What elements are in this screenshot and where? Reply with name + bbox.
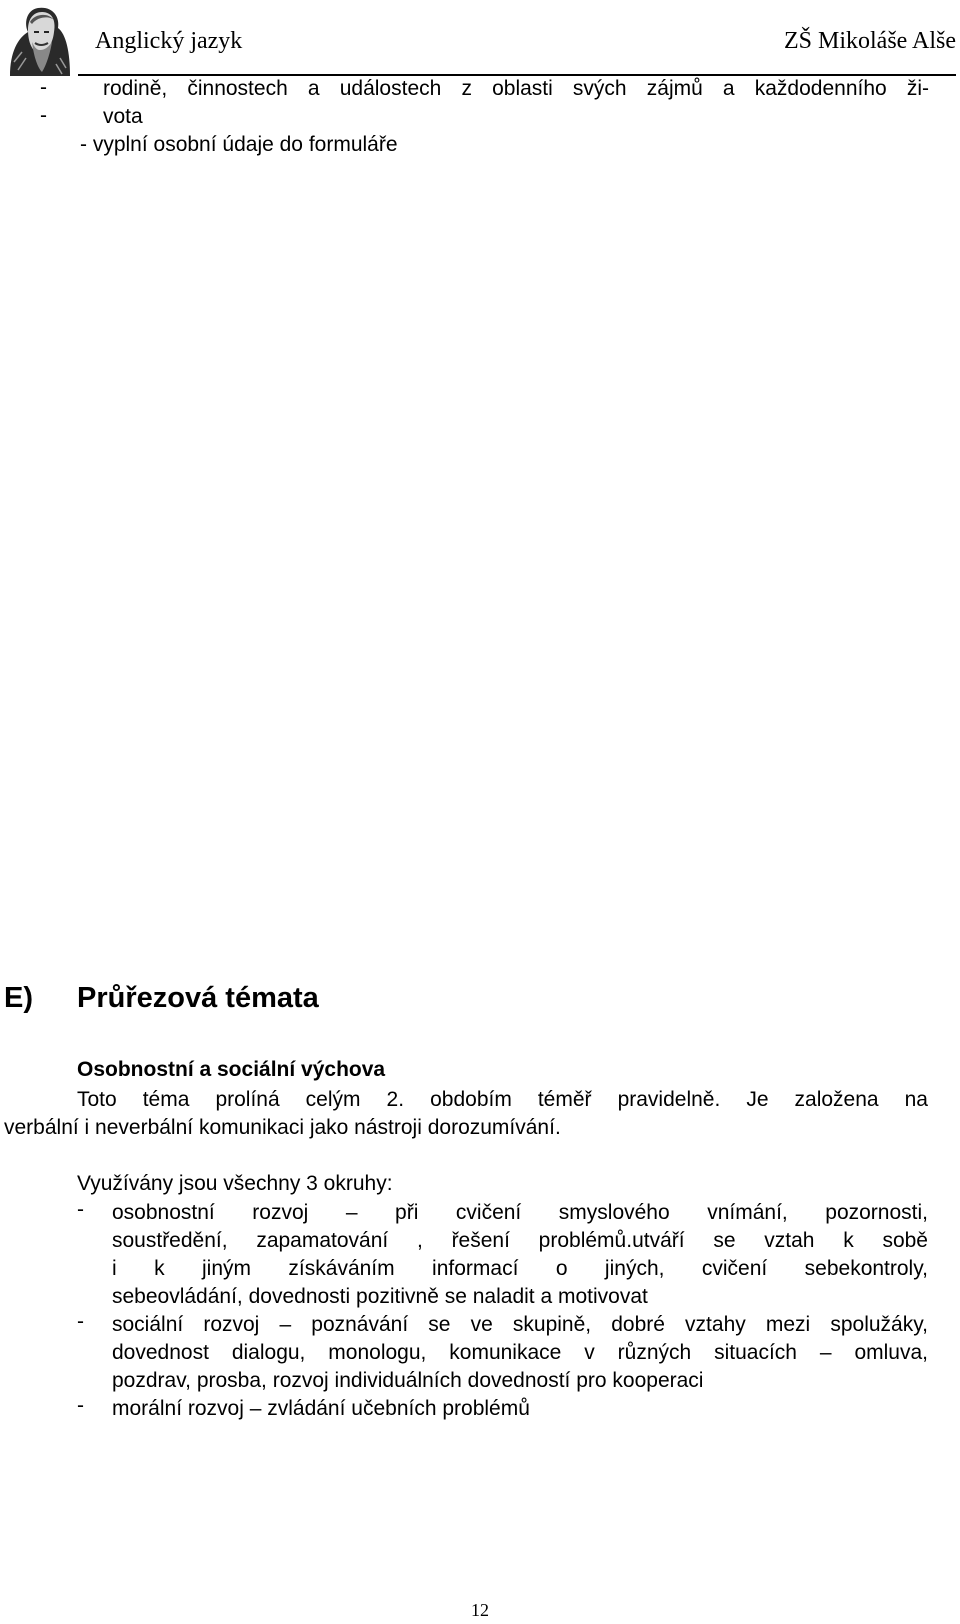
page-number: 12 [471,1600,489,1620]
list-item-line: i k jiným získáváním informací o jiných, cvičení sebekontroly, [112,1257,928,1280]
header-subject: Anglický jazyk [95,28,243,54]
list-item-line: sociální rozvoj – poznávání se ve skupině, dobré vztahy mezi spolužáky, [112,1313,928,1336]
list-item-line: - vyplní osobní údaje do formuláře [80,133,398,156]
list-dash: - [77,1394,84,1417]
list-item-line: rodině, činnostech a událostech z oblasti svých zájmů a každodenního ži- [103,77,929,100]
subsection-heading: Osobnostní a sociální výchova [77,1058,386,1081]
list-dash: - [77,1310,84,1333]
portrait-logo-icon [4,2,74,76]
list-item-line: osobnostní rozvoj – při cvičení smyslového vnímání, pozornosti, [112,1201,928,1224]
list-dash: - [40,104,47,127]
paragraph-line: Toto téma prolíná celým 2. obdobím téměř pravidelně. Je založena na [77,1088,928,1111]
list-dash: - [40,76,47,99]
list-item-line: vota [103,105,143,128]
okruhy-intro: Využívány jsou všechny 3 okruhy: [77,1172,393,1195]
list-item-line: soustředění, zapamatování , řešení problémů.utváří se vztah k sobě [112,1229,928,1252]
list-dash: - [77,1198,84,1221]
paragraph-line: verbální i neverbální komunikaci jako nástroji dorozumívání. [4,1116,561,1139]
list-item-line: pozdrav, prosba, rozvoj individuálních dovedností pro kooperaci [112,1369,704,1392]
list-item-line: morální rozvoj – zvládání učebních problémů [112,1397,530,1420]
section-marker: E) [4,982,33,1014]
header-school: ZŠ Mikoláše Alše [784,28,956,54]
list-item-line: dovednost dialogu, monologu, komunikace v různých situacích – omluva, [112,1341,928,1364]
list-item-line: sebeovládání, dovednosti pozitivně se naladit a motivovat [112,1285,648,1308]
section-title: Průřezová témata [77,982,319,1014]
